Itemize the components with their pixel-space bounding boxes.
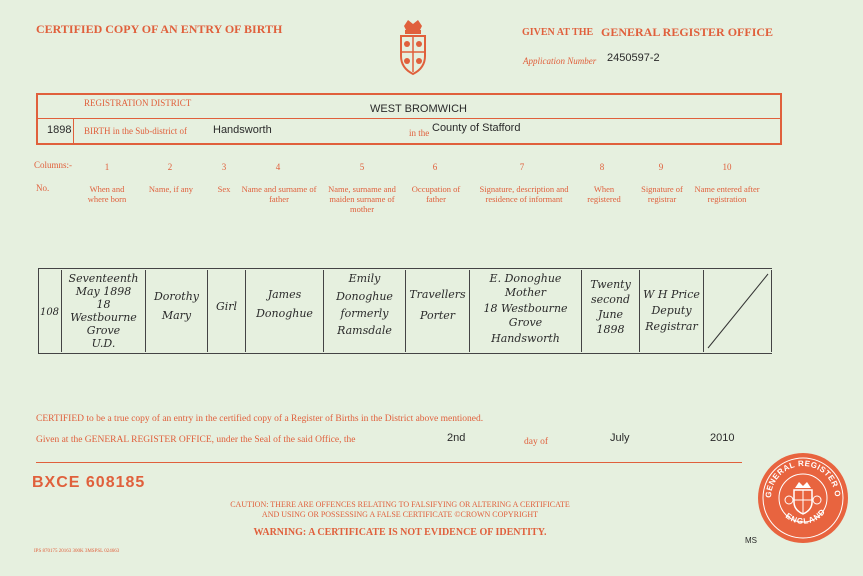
mother-name-line: Donoghue [336, 290, 393, 303]
child-name-line: Mary [161, 309, 192, 322]
registered-line: Twenty [590, 278, 631, 291]
gro-title: GENERAL REGISTER OFFICE [601, 25, 774, 39]
application-number: 2450597-2 [607, 52, 660, 64]
column-number: 6 [432, 162, 438, 172]
print-code: IPS 870175 20163 300K 3MSPSL 024663 [34, 549, 120, 554]
column-number: 10 [722, 162, 732, 172]
registrar-line: Registrar [645, 320, 698, 333]
day-of-label: day of [524, 437, 549, 447]
serial-number: BXCE 608185 [32, 474, 146, 491]
column-number: 3 [221, 162, 227, 172]
mother-name-line: formerly [340, 307, 389, 320]
registered-line: June [597, 308, 624, 321]
column-header: Occupation of father [411, 184, 461, 204]
column-number: 8 [599, 162, 605, 172]
ms-mark: MS [745, 536, 757, 545]
in-the-label: in the [409, 128, 430, 138]
where-born-line: U.D. [91, 337, 116, 350]
informant-line: Grove [508, 316, 543, 329]
certified-statement: CERTIFIED to be a true copy of an entry in the certified copy of a Register of Births in the District above mentioned. [36, 414, 484, 424]
informant-line: Handsworth [491, 332, 560, 345]
column-number: 7 [519, 162, 525, 172]
column-header: When registered [587, 184, 621, 204]
registered-line: 1898 [596, 323, 625, 336]
mother-name-line: Emily [348, 272, 381, 285]
identity-warning: WARNING: A CERTIFICATE IS NOT EVIDENCE OF IDENTITY. [253, 527, 547, 538]
father-name-line: James [267, 288, 302, 301]
divider [36, 462, 742, 463]
occupation-cell [406, 270, 470, 352]
name-cell [146, 270, 208, 352]
certification-year: 2010 [710, 432, 735, 444]
entry-number-cell [38, 270, 62, 352]
column-header: Name entered after registration [694, 184, 760, 204]
mother-name-line: Ramsdale [337, 324, 392, 337]
informant-cell [470, 270, 582, 352]
informant-line: Mother [504, 286, 547, 299]
seal-top-text: GENERAL REGISTER O [763, 458, 843, 499]
sex-value: Girl [215, 300, 238, 313]
district-value: WEST BROMWICH [370, 103, 467, 115]
registrar-line: Deputy [651, 304, 692, 317]
when-born-line: Seventeenth [68, 272, 139, 285]
column-number: 9 [658, 162, 664, 172]
county-value: County of Stafford [432, 122, 521, 134]
where-born-line: Grove [86, 324, 121, 337]
column-header: When and where born [87, 184, 127, 204]
column-header: Signature, description and residence of informant [479, 184, 569, 204]
no-label: No. [36, 183, 50, 193]
name-after-registration-cell [704, 270, 772, 352]
child-name-line: Dorothy [153, 290, 200, 303]
royal-crest-icon [392, 18, 434, 80]
where-born-line: 18 Westbourne [70, 298, 137, 324]
column-number: 2 [167, 162, 173, 172]
informant-line: 18 Westbourne [483, 302, 568, 315]
mother-cell [324, 270, 406, 352]
seal-bottom-text: ENGLAND [783, 506, 828, 526]
certification-day: 2nd [447, 432, 466, 444]
column-number: 5 [359, 162, 365, 172]
certification-month: July [610, 432, 630, 444]
given-at-prefix: GIVEN AT THE [522, 27, 594, 38]
sex-cell [208, 270, 246, 352]
caution-line-1: CAUTION: THERE ARE OFFENCES RELATING TO FALSIFYING OR ALTERING A CERTIFICATE [230, 500, 570, 509]
application-number-label: Application Number [523, 56, 597, 66]
registration-year: 1898 [47, 124, 72, 136]
gro-seal-icon [757, 452, 849, 544]
registered-cell [582, 270, 640, 352]
father-cell [246, 270, 324, 352]
column-header: Signature of registrar [641, 184, 683, 204]
when-where-cell [62, 270, 146, 352]
when-born-line: May 1898 [75, 285, 132, 298]
registered-line: second [590, 293, 631, 306]
registrar-line: W H Price [643, 288, 700, 301]
certificate-title: CERTIFIED COPY OF AN ENTRY OF BIRTH [36, 22, 283, 36]
columns-label: Columns:- [34, 160, 73, 170]
father-name-line: Donoghue [256, 307, 313, 320]
entry-number: 108 [39, 307, 60, 318]
column-header: Name, surname and maiden surname of mother [328, 184, 396, 214]
district-label: REGISTRATION DISTRICT [84, 98, 192, 108]
blank-strike-line [704, 270, 770, 350]
registrar-cell [640, 270, 704, 352]
occupation-line: Travellers [409, 288, 466, 301]
column-header: Sex [217, 184, 231, 194]
informant-line: E. Donoghue [489, 272, 562, 285]
caution-line-2: AND USING OR POSSESSING A FALSE CERTIFICATE ©CROWN COPYRIGHT [261, 510, 539, 519]
subdistrict-value: Handsworth [213, 124, 272, 136]
column-header: Name, if any [148, 184, 194, 194]
given-at-statement: Given at the GENERAL REGISTER OFFICE, under the Seal of the said Office, the [36, 435, 356, 445]
column-number: 4 [275, 162, 281, 172]
column-number: 1 [104, 162, 110, 172]
column-header: Name and surname of father [241, 184, 317, 204]
occupation-line: Porter [419, 309, 456, 322]
subdistrict-label: BIRTH in the Sub-district of [84, 126, 187, 136]
